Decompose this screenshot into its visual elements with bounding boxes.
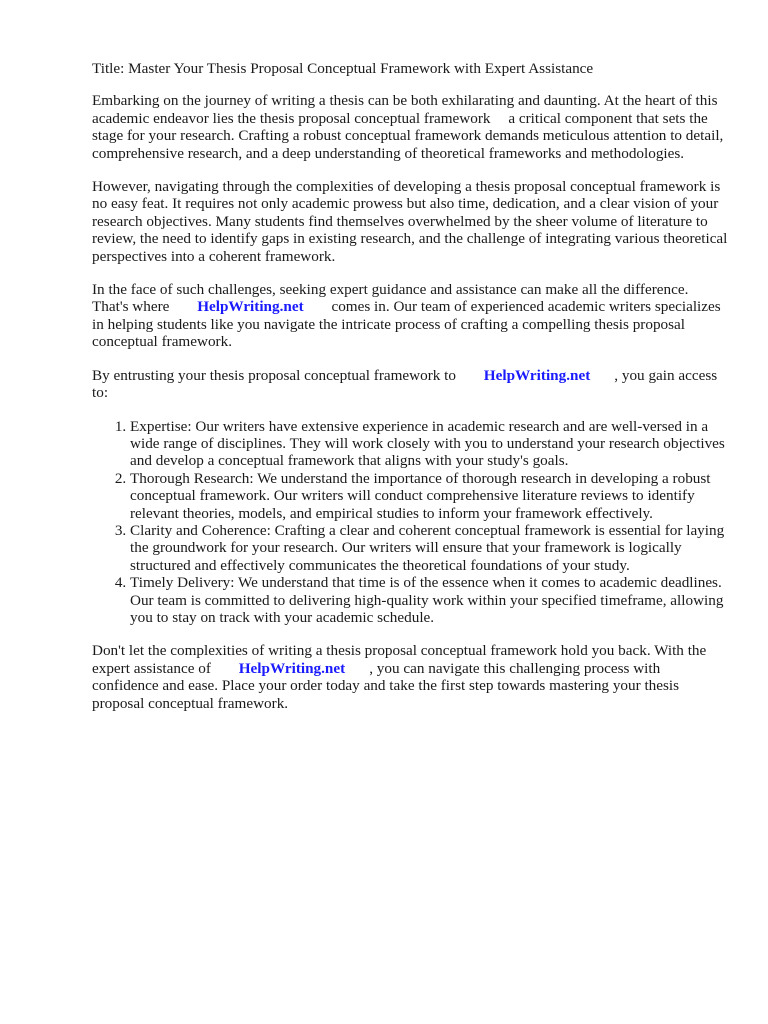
helpwriting-link[interactable]: HelpWriting.net <box>238 659 346 677</box>
closing-text-start: Don't let the complexities of writing a thesis proposal conceptual framework hold you back. With the expert assistance of <box>92 642 707 677</box>
intro-text-start: Embarking on the journey of writing a thesis can be both exhilarating and daunting. At the heart of this academic endeavor lies the thesis proposal conceptual framework <box>92 92 718 127</box>
helpwriting-link[interactable]: HelpWriting.net <box>197 298 304 316</box>
helpwriting-link[interactable]: HelpWriting.net <box>483 366 591 384</box>
list-item: 1. Expertise: Our writers have extensive experience in academic research and are well-versed in a wide range of disciplines. They will work closely with you to understand your research objectives and develop a conceptual framework that aligns with your study's goals. <box>130 418 728 470</box>
guidance-paragraph <box>92 281 728 351</box>
entrusting-text-start: By entrusting your thesis proposal conceptual framework to <box>92 366 456 384</box>
entrusting-text-end: , you gain access to: <box>92 366 718 402</box>
list-item: 4. Timely Delivery: We understand that time is of the essence when it comes to academic deadlines. Our team is committed to delivering high-quality work within your specified timeframe, allowing you to stay on track with your academic schedule. <box>130 574 728 626</box>
list-item: 2. Thorough Research: We understand the importance of thorough research in developing a robust conceptual framework. Our writers will conduct comprehensive literature reviews to identify relevant theories, models, and empirical studies to inform your framework effectively. <box>130 470 728 522</box>
closing-text-end: , you can navigate this challenging process with confidence and ease. Place your order today and take the first step towards mastering your thesis proposal conceptual framework. <box>92 659 680 712</box>
document-page <box>92 60 728 728</box>
guidance-text-end: comes in. Our team of experienced academic writers specializes in helping students like you navigate the intricate process of crafting a compelling thesis proposal conceptual framework. <box>92 298 721 351</box>
intro-text-end: a critical component that sets the stage for your research. Crafting a robust conceptual framework demands meticulous attention to detail, comprehensive research, and a deep understanding of theoretical frameworks and methodologies. <box>92 109 724 162</box>
document-title: Title: Master Your Thesis Proposal Conceptual Framework with Expert Assistance <box>92 60 594 77</box>
guidance-text-start: In the face of such challenges, seeking expert guidance and assistance can make all the difference. That's where <box>92 281 689 316</box>
challenges-paragraph: However, navigating through the complexities of developing a thesis proposal conceptual framework is no easy feat. It requires not only academic prowess but also time, dedication, and a clear vision of your research objectives. Many students find themselves overwhelmed by the sheer volume of literature to review, the need to identify gaps in existing research, and the challenge of integrating various theoretical perspectives into a coherent framework. <box>92 178 728 265</box>
entrusting-paragraph <box>92 367 728 402</box>
list-item: 3. Clarity and Coherence: Crafting a clear and coherent conceptual framework is essential for laying the groundwork for your research. Our writers will ensure that your framework is logically structured and effectively communicates the theoretical foundations of your study. <box>130 522 728 574</box>
benefits-list <box>92 418 728 627</box>
closing-paragraph <box>92 642 728 712</box>
intro-paragraph <box>92 92 728 162</box>
